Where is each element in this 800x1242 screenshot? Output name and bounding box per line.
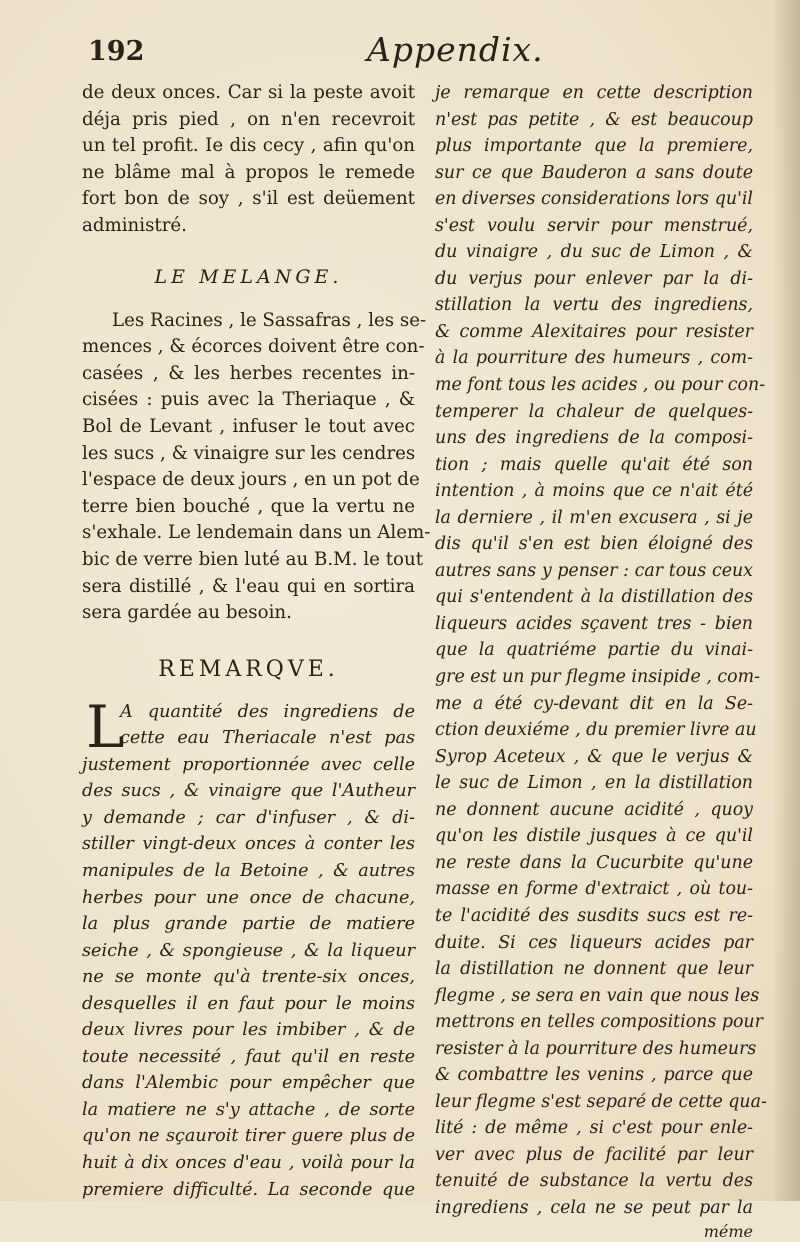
text-line: me a été cy-devant dit en la Se- [435,693,753,714]
text-line: stillation la vertu des ingrediens, [435,295,753,316]
text-line: & comme Alexitaires pour resister [435,321,753,342]
opening-paragraph [82,80,415,240]
melange-paragraph [82,308,431,627]
text-line: duite. Si ces liqueurs acides par [435,932,753,953]
text-line: je remarque en cette description [435,83,753,103]
catchword: méme [703,1221,753,1241]
text-line: que la quatriéme partie du vinai- [435,640,753,661]
text-line: sur ce que Bauderon a sans doute [435,162,753,183]
text-line: terre bien bouché , que la vertu ne [82,495,415,517]
text-line: fort bon de soy , s'il est deüement [82,188,415,210]
text-line: justement proportionnée avec celle [82,754,415,775]
text-line: la derniere , il m'en excusera , si je [435,507,753,528]
text-line: A quantité des ingrediens de [120,701,415,722]
text-line: intention , à moins que ce n'ait été [435,481,753,502]
text-line: y demande ; car d'infuser , & di- [82,807,415,828]
text-line: casées , & les herbes recentes in- [82,362,415,384]
page-edge-shadow [772,0,800,1201]
text-line: stiller vingt-deux onces à conter les [82,834,415,855]
text-line: dis qu'il s'en est bien éloigné des [435,534,753,555]
running-head: Appendix. [367,30,544,69]
text-line: huit à dix onces d'eau , voilà pour la [82,1152,415,1173]
text-line: seiche , & spongieuse , & la liqueur [82,940,415,961]
text-line: premiere difficulté. La seconde que [82,1179,415,1200]
text-line: la distillation ne donnent que leur [435,959,753,980]
text-line: tenuité de substance la vertu des [435,1171,753,1192]
text-line: lité : de même , si c'est pour enle- [435,1118,753,1139]
text-line: uns des ingrediens de la composi- [435,428,753,449]
text-line: toute necessité , faut qu'il en reste [82,1046,415,1067]
text-line: te l'acidité des susdits sucs est re- [435,905,753,926]
text-line: mences , & écorces doivent être con- [82,336,425,358]
text-line: desquelles il en faut pour le moins [82,993,415,1014]
text-line: le suc de Limon , en la distillation [435,773,753,794]
text-line: qu'on les distile jusques à ce qu'il [435,826,753,847]
text-line: sera distillé , & l'eau qui en sortira [82,575,415,597]
text-line: la matiere ne s'y attache , de sorte [82,1099,415,1120]
drop-cap: L [86,692,125,761]
text-line: ction deuxiéme , du premier livre au [435,720,757,741]
text-line: ingrediens , cela ne se peut par la [435,1197,753,1218]
text-line: cette eau Theriacale n'est pas [120,728,415,749]
page-number: 192 [88,36,145,67]
text-line: herbes pour une once de chacune, [82,887,415,908]
text-line: liqueurs acides sçavent tres - bien [435,613,753,634]
text-line: autres sans y penser : car tous ceux [435,560,753,581]
text-line: cisées : puis avec la Theriaque , & [82,389,415,411]
text-line: plus importante que la premiere, [435,136,753,157]
text-line: administré. [82,214,187,236]
remarque-paragraph [82,692,415,1203]
text-line: resister à la pourriture des humeurs [435,1038,757,1059]
text-line: sera gardée au besoin. [82,602,292,624]
text-line: qui s'entendent à la distillation des [435,587,753,608]
right-column [435,80,767,1242]
text-line: masse en forme d'extraict , où tou- [435,879,753,900]
text-line: Bol de Levant , infuser le tout avec [82,415,415,437]
section-heading-melange: LE MELANGE. [154,265,343,288]
text-line: ne reste dans la Cucurbite qu'une [435,852,753,873]
text-line: me font tous les acides , ou pour con- [435,375,766,396]
text-line: de deux onces. Car si la peste avoit [82,82,415,103]
text-line: des sucs , & vinaigre que l'Autheur [82,781,415,802]
text-line: & combattre les venins , parce que [435,1065,753,1086]
text-line: temperer la chaleur de quelques- [435,401,753,422]
section-heading-remarque: REMARQVE. [158,656,339,682]
text-line: du vinaigre , du suc de Limon , & [435,242,753,263]
text-line: en diverses considerations lors qu'il [435,189,753,210]
text-line: bic de verre bien luté au B.M. le tout [82,548,423,570]
text-line: tion ; mais quelle qu'ait été son [435,454,753,475]
text-line: deux livres pour les imbiber , & de [82,1020,415,1041]
text-line: ver avec plus de facilité par leur [435,1144,753,1165]
text-line: la plus grande partie de matiere [82,914,415,935]
text-line: ne se monte qu'à trente-six onces, [82,967,415,988]
text-line: ne donnent aucune acidité , quoy [435,799,753,820]
text-line: un tel profit. Ie dis cecy , afin qu'on [82,135,415,157]
text-line: Les Racines , le Sassafras , les se- [112,309,427,331]
text-line: déja pris pied , on n'en recevroit [82,108,415,130]
text-line: les sucs , & vinaigre sur les cendres [82,442,416,464]
text-line: leur flegme s'est separé de cette qua- [435,1091,767,1112]
text-line: manipules de la Betoine , & autres [82,860,415,881]
text-line: dans l'Alembic pour empêcher que [82,1073,415,1094]
text-line: Syrop Aceteux , & que le verjus & [435,746,753,767]
text-line: flegme , se sera en vain que nous les [435,985,760,1006]
text-line: ne blâme mal à propos le remede [82,161,415,183]
text-line: qu'on ne sçauroit tirer guere plus de [82,1126,415,1147]
text-line: l'espace de deux jours , en un pot de [82,469,420,491]
left-column [82,80,431,1203]
text-line: n'est pas petite , & est beaucoup [435,109,753,130]
text-line: s'exhale. Le lendemain dans un Alem- [82,522,431,544]
text-line: du verjus pour enlever par la di- [435,268,753,289]
text-line: s'est voulu servir pour menstrué, [435,215,753,236]
text-line: mettrons en telles compositions pour [435,1012,763,1033]
text-line: gre est un pur flegme insipide , com- [435,667,760,688]
text-line: à la pourriture des humeurs , com- [435,348,753,369]
